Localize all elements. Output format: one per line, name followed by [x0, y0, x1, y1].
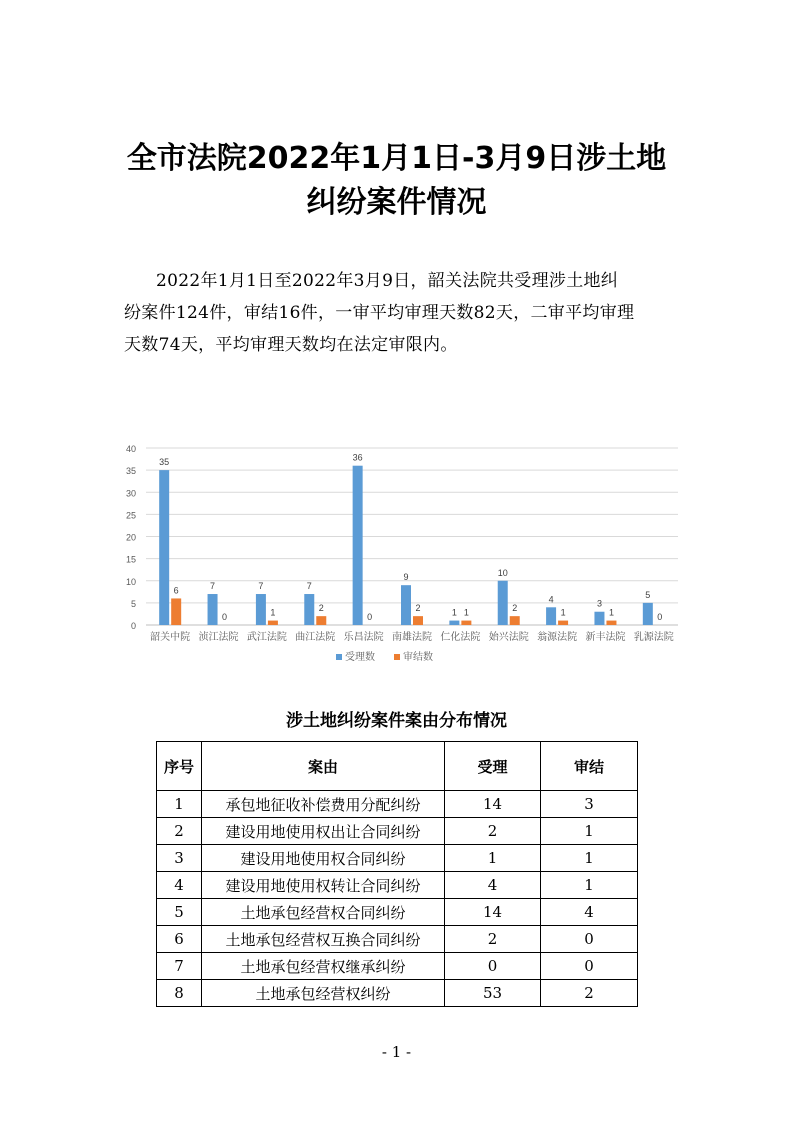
row-cause: 土地承包经营权继承纠纷	[202, 953, 445, 980]
y-tick-label: 35	[125, 466, 136, 477]
summary-paragraph	[124, 265, 679, 361]
legend-swatch	[336, 654, 342, 660]
document-title-line-1: 全市法院2022年1月1日-3月9日涉土地	[126, 141, 667, 176]
row-index: 1	[157, 791, 202, 818]
row-accepted: 53	[445, 980, 541, 1007]
x-tick-label: 乐昌法院	[343, 632, 384, 643]
row-cause: 土地承包经营权互换合同纠纷	[202, 926, 445, 953]
bar-accepted	[401, 585, 411, 625]
row-cause: 建设用地使用权出让合同纠纷	[202, 818, 445, 845]
x-tick-label: 曲江法院	[295, 632, 336, 643]
page-number: - 1 -	[381, 1043, 412, 1061]
x-tick-label: 翁源法院	[537, 632, 578, 643]
data-label: 9	[403, 572, 409, 583]
y-tick-label: 40	[125, 444, 136, 454]
table-row	[157, 953, 638, 980]
case-bar-chart	[110, 436, 690, 676]
x-tick-label: 仁化法院	[440, 632, 481, 643]
data-label: 1	[270, 607, 276, 618]
row-accepted: 0	[445, 953, 541, 980]
x-tick-label: 武江法院	[246, 632, 287, 643]
paragraph-line-1: 2022年1月1日至2022年3月9日，韶关法院共受理涉土地纠	[156, 271, 619, 291]
row-concluded: 4	[541, 899, 638, 926]
case-cause-table	[156, 741, 638, 1007]
document-title-line-2: 纠纷案件情况	[306, 185, 487, 220]
table-row	[157, 791, 638, 818]
data-label: 1	[451, 607, 457, 618]
x-tick-label: 南雄法院	[392, 632, 432, 643]
table-title: 涉土地纠纷案件案由分布情况	[286, 711, 507, 731]
header-accepted: 受理	[445, 742, 541, 791]
row-index: 6	[157, 926, 202, 953]
legend-swatch	[394, 654, 400, 660]
row-index: 8	[157, 980, 202, 1007]
header-cause: 案由	[202, 742, 445, 791]
row-accepted: 1	[445, 845, 541, 872]
row-cause: 土地承包经营权合同纠纷	[202, 899, 445, 926]
table-row	[157, 980, 638, 1007]
bar-accepted	[256, 594, 266, 625]
row-accepted: 4	[445, 872, 541, 899]
x-tick-label: 新丰法院	[585, 632, 626, 643]
data-label: 10	[497, 567, 508, 578]
data-label: 2	[512, 603, 518, 614]
row-index: 7	[157, 953, 202, 980]
row-concluded: 2	[541, 980, 638, 1007]
row-concluded: 0	[541, 926, 638, 953]
row-accepted: 14	[445, 791, 541, 818]
bar-accepted	[498, 581, 508, 625]
data-label: 7	[258, 581, 264, 592]
data-label: 7	[210, 581, 216, 592]
row-index: 4	[157, 872, 202, 899]
y-tick-label: 10	[125, 576, 136, 587]
y-tick-label: 25	[125, 510, 136, 521]
bar-accepted	[353, 466, 363, 625]
data-label: 0	[657, 612, 663, 622]
legend-label: 审结数	[403, 652, 433, 663]
row-concluded: 1	[541, 845, 638, 872]
header-index: 序号	[157, 742, 202, 791]
data-label: 7	[306, 581, 312, 592]
row-concluded: 0	[541, 953, 638, 980]
header-concluded: 审结	[541, 742, 638, 791]
bar-concluded	[558, 621, 568, 625]
table-row	[157, 899, 638, 926]
data-label: 1	[560, 607, 566, 618]
x-tick-label: 始兴法院	[488, 632, 529, 643]
row-index: 5	[157, 899, 202, 926]
data-label: 5	[645, 589, 651, 600]
bar-concluded	[171, 598, 181, 625]
data-label: 0	[222, 612, 228, 622]
row-accepted: 2	[445, 818, 541, 845]
y-tick-label: 15	[125, 554, 136, 565]
y-tick-label: 20	[125, 532, 136, 543]
table-row	[157, 872, 638, 899]
y-tick-label: 0	[130, 621, 136, 631]
data-label: 1	[608, 607, 614, 618]
data-label: 1	[463, 607, 469, 618]
x-tick-label: 乳源法院	[633, 632, 674, 643]
row-cause: 建设用地使用权转让合同纠纷	[202, 872, 445, 899]
data-label: 0	[367, 612, 373, 622]
paragraph-line-2: 纷案件124件，审结16件，一审平均审理天数82天，二审平均审理	[124, 303, 635, 323]
row-accepted: 14	[445, 899, 541, 926]
y-tick-label: 30	[125, 488, 136, 499]
data-label: 2	[318, 603, 324, 614]
bar-concluded	[268, 621, 278, 625]
bar-accepted	[159, 470, 169, 625]
bar-accepted	[449, 621, 459, 625]
bar-accepted	[208, 594, 218, 625]
bar-accepted	[643, 603, 653, 625]
y-tick-label: 5	[130, 598, 136, 609]
table-row	[157, 926, 638, 953]
row-index: 3	[157, 845, 202, 872]
data-label: 35	[159, 457, 170, 468]
bar-accepted	[304, 594, 314, 625]
table-row	[157, 818, 638, 845]
data-label: 3	[596, 598, 602, 609]
row-cause: 土地承包经营权纠纷	[202, 980, 445, 1007]
row-concluded: 3	[541, 791, 638, 818]
table-row	[157, 845, 638, 872]
bar-concluded	[413, 616, 423, 625]
bar-accepted	[546, 607, 556, 625]
data-label: 36	[352, 452, 363, 463]
row-cause: 承包地征收补偿费用分配纠纷	[202, 791, 445, 818]
data-label: 6	[173, 585, 179, 596]
row-index: 2	[157, 818, 202, 845]
bar-accepted	[594, 612, 604, 625]
bar-concluded	[461, 621, 471, 625]
row-concluded: 1	[541, 818, 638, 845]
legend-label: 受理数	[345, 652, 375, 663]
row-cause: 建设用地使用权合同纠纷	[202, 845, 445, 872]
bar-concluded	[316, 616, 326, 625]
bar-concluded	[510, 616, 520, 625]
table-header-row	[157, 742, 638, 791]
row-accepted: 2	[445, 926, 541, 953]
x-tick-label: 浈江法院	[198, 632, 239, 643]
data-label: 4	[548, 594, 554, 605]
paragraph-line-3: 天数74天，平均审理天数均在法定审限内。	[124, 335, 458, 355]
data-label: 2	[415, 603, 421, 614]
x-tick-label: 韶关中院	[150, 632, 191, 643]
row-concluded: 1	[541, 872, 638, 899]
bar-concluded	[606, 621, 616, 625]
